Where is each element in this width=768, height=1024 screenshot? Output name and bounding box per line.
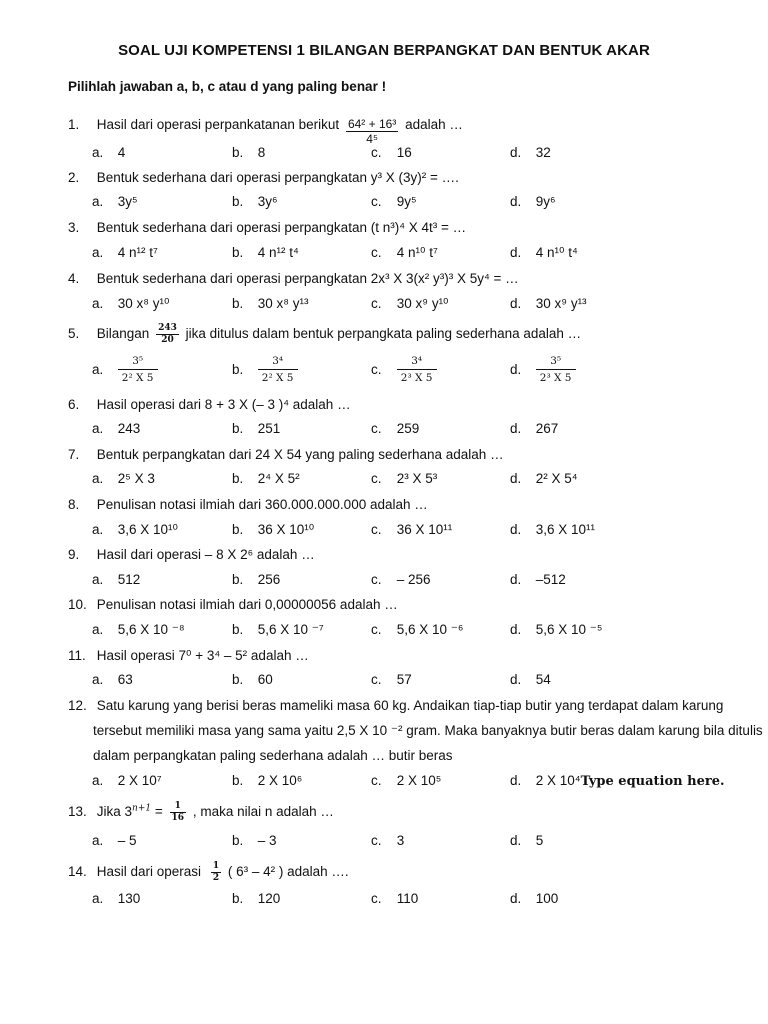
options-4 xyxy=(0,296,768,314)
options-14 xyxy=(0,891,768,909)
option-d[interactable]: d. 30 x⁹ y¹³ xyxy=(510,296,587,311)
option-b[interactable]: b. 36 X 10¹⁰ xyxy=(232,522,315,537)
option-c[interactable]: c. 2³ X 5³ xyxy=(371,471,438,486)
fraction-denominator: 20 xyxy=(161,335,174,345)
question-12 xyxy=(68,698,738,714)
option-a[interactable]: a. 4 n¹² t⁷ xyxy=(92,245,158,260)
equation-placeholder[interactable]: Type equation here. xyxy=(580,774,725,789)
option-d[interactable]: d. 2 X 10⁴Type equation here. xyxy=(510,773,725,789)
option-b[interactable]: b. 120 xyxy=(232,891,281,906)
equals-sign: = xyxy=(154,804,163,820)
option-c[interactable]: c. 110 xyxy=(371,891,419,906)
option-d[interactable]: d. 267 xyxy=(510,421,559,436)
question-text: Penulisan notasi ilmiah dari 0,00000056 adalah … xyxy=(96,597,398,612)
option-a[interactable]: a. 130 xyxy=(92,891,141,906)
option-b[interactable]: b. 8 xyxy=(232,145,266,160)
question-text: Bentuk sederhana dari operasi perpangkatan y³ X (3y)² = …. xyxy=(96,170,459,185)
question-text-line-1: Satu karung yang berisi beras mameliki masa 60 kg. Andaikan tiap-tiap butir yang terdapat dalam karung xyxy=(96,698,724,713)
option-denominator: 2² X 5 xyxy=(261,372,294,384)
option-b[interactable]: b. – 3 xyxy=(232,833,277,848)
exponent: n+1 xyxy=(132,803,152,814)
option-d[interactable]: d. 5 xyxy=(510,833,544,848)
options-9 xyxy=(0,572,768,590)
option-d[interactable]: d. 32 xyxy=(510,145,551,160)
options-11 xyxy=(0,672,768,690)
option-b[interactable]: b. 5,6 X 10 ⁻⁷ xyxy=(232,622,324,637)
question-text-end: jika ditulus dalam bentuk perpangkata paling sederhana adalah … xyxy=(185,326,582,342)
option-numerator: 3⁴ xyxy=(397,355,437,370)
question-6 xyxy=(68,397,738,413)
option-d[interactable]: d. 2² X 5⁴ xyxy=(510,471,578,486)
option-c[interactable]: c. 30 x⁹ y¹⁰ xyxy=(371,296,449,311)
option-a[interactable]: a. 63 xyxy=(92,672,133,687)
fraction-denominator: 4⁵ xyxy=(366,132,378,146)
options-2 xyxy=(0,194,768,212)
question-number: 14. xyxy=(68,864,87,880)
question-number: 12. xyxy=(68,698,87,713)
option-b[interactable]: b. 251 xyxy=(232,421,281,436)
option-a[interactable]: a. 243 xyxy=(92,421,141,436)
question-5 xyxy=(68,324,738,345)
question-text: Bentuk sederhana dari operasi perpangkatan 2x³ X 3(x² y³)³ X 5y⁴ = … xyxy=(96,271,519,286)
option-a[interactable]: a. 2⁵ X 3 xyxy=(92,471,155,486)
option-d[interactable]: d. 9y⁶ xyxy=(510,194,556,209)
question-text-end: ( 6³ – 4² ) adalah …. xyxy=(227,864,349,880)
question-number: 10. xyxy=(68,597,87,612)
question-number: 7. xyxy=(68,447,80,462)
option-b[interactable]: b. 2 X 10⁶ xyxy=(232,773,303,788)
option-d[interactable]: d. 3,6 X 10¹¹ xyxy=(510,522,596,537)
option-a[interactable]: a. $\frac{\text{3⁵}}{\text{2² X 5}}$ xyxy=(92,355,158,384)
question-14 xyxy=(68,862,738,883)
fraction-denominator: 16 xyxy=(171,813,185,823)
options-12 xyxy=(0,773,768,791)
option-c[interactable]: c. 2 X 10⁵ xyxy=(371,773,442,788)
question-number: 6. xyxy=(68,397,80,412)
fraction xyxy=(170,802,187,823)
option-c[interactable]: c. 5,6 X 10 ⁻⁶ xyxy=(371,622,464,637)
options-7 xyxy=(0,471,768,489)
question-number: 9. xyxy=(68,547,80,562)
option-c[interactable]: c. 4 n¹⁰ t⁷ xyxy=(371,245,438,260)
question-3 xyxy=(68,220,738,236)
option-b[interactable]: b. 3y⁶ xyxy=(232,194,278,209)
question-number: 8. xyxy=(68,497,80,512)
options-5 xyxy=(0,355,768,389)
question-text: Bilangan xyxy=(96,326,150,342)
option-b[interactable]: b. 60 xyxy=(232,672,273,687)
question-text: Hasil dari operasi – 8 X 2⁶ adalah … xyxy=(96,547,315,562)
fraction-numerator: 64² + 16³ xyxy=(347,117,397,131)
instruction-text: Pilihlah jawaban a, b, c atau d yang paling benar ! xyxy=(68,79,387,94)
fraction xyxy=(346,118,398,145)
options-3 xyxy=(0,245,768,263)
option-a[interactable]: a. 512 xyxy=(92,572,141,587)
question-text: Bentuk perpangkatan dari 24 X 54 yang paling sederhana adalah … xyxy=(96,447,504,462)
option-d[interactable]: d. 5,6 X 10 ⁻⁵ xyxy=(510,622,603,637)
option-a[interactable]: a. 30 x⁸ y¹⁰ xyxy=(92,296,170,311)
fraction-numerator: 1 xyxy=(212,861,220,871)
question-text: Jika 3 xyxy=(96,804,133,820)
question-number: 1. xyxy=(68,117,80,133)
option-b[interactable]: b. 256 xyxy=(232,572,281,587)
option-numerator: 3⁵ xyxy=(118,355,158,370)
option-a[interactable]: a. 3y⁵ xyxy=(92,194,138,209)
fraction-denominator: 2 xyxy=(212,873,220,883)
option-c[interactable]: c. 259 xyxy=(371,421,420,436)
page-title: SOAL UJI KOMPETENSI 1 BILANGAN BERPANGKAT DAN BENTUK AKAR xyxy=(118,42,650,59)
option-d[interactable]: d. 4 n¹⁰ t⁴ xyxy=(510,245,578,260)
option-d[interactable]: d. –512 xyxy=(510,572,566,587)
option-numerator: 3⁵ xyxy=(536,355,576,370)
question-4 xyxy=(68,271,738,287)
option-d[interactable]: d. 100 xyxy=(510,891,559,906)
option-c[interactable]: c. 57 xyxy=(371,672,412,687)
fraction xyxy=(156,324,179,345)
fraction xyxy=(211,862,221,883)
question-1 xyxy=(68,112,738,146)
question-12-line-3: dalam perpangkatan paling sederhana adalah … butir beras xyxy=(93,748,453,763)
question-number: 4. xyxy=(68,271,80,286)
option-denominator: 2² X 5 xyxy=(121,372,154,384)
option-d[interactable]: d. 54 xyxy=(510,672,551,687)
option-b[interactable]: b. 4 n¹² t⁴ xyxy=(232,245,299,260)
question-2 xyxy=(68,170,738,186)
question-text-end: , maka nilai n adalah … xyxy=(192,804,334,820)
fraction-numerator: 1 xyxy=(170,802,187,813)
option-numerator: 3⁴ xyxy=(258,355,298,370)
option-b[interactable]: b. 30 x⁸ y¹³ xyxy=(232,296,309,311)
option-c[interactable]: c. 3 xyxy=(371,833,405,848)
question-text: Hasil operasi dari 8 + 3 X (– 3 )⁴ adalah … xyxy=(96,397,351,412)
option-c[interactable]: c. $\frac{\text{3⁴}}{\text{2³ X 5}}$ xyxy=(371,355,437,384)
option-a[interactable]: a. 4 xyxy=(92,145,126,160)
question-number: 5. xyxy=(68,326,80,342)
option-c[interactable]: c. 16 xyxy=(371,145,412,160)
question-number: 11. xyxy=(68,648,86,663)
question-text: Hasil dari operasi perpankatanan berikut xyxy=(96,117,340,133)
question-8 xyxy=(68,497,738,513)
question-text-end: adalah … xyxy=(405,117,463,133)
question-text: Hasil dari operasi xyxy=(96,864,202,880)
options-13 xyxy=(0,833,768,851)
question-text: Bentuk sederhana dari operasi perpangkatan (t n³)⁴ X 4t³ = … xyxy=(96,220,467,235)
question-11 xyxy=(68,648,738,664)
option-c[interactable]: c. – 256 xyxy=(371,572,431,587)
question-number: 13. xyxy=(68,804,87,820)
question-number: 2. xyxy=(68,170,80,185)
options-10 xyxy=(0,622,768,640)
question-9 xyxy=(68,547,738,563)
options-6 xyxy=(0,421,768,439)
option-denominator: 2³ X 5 xyxy=(539,372,572,384)
option-a[interactable]: a. 3,6 X 10¹⁰ xyxy=(92,522,178,537)
option-b[interactable]: b. $\frac{\text{3⁴}}{\text{2² X 5}}$ xyxy=(232,355,298,384)
options-1 xyxy=(0,145,768,163)
option-c[interactable]: c. 36 X 10¹¹ xyxy=(371,522,453,537)
question-7 xyxy=(68,447,738,463)
option-b[interactable]: b. 2⁴ X 5² xyxy=(232,471,300,486)
options-8 xyxy=(0,522,768,540)
option-a[interactable]: a. – 5 xyxy=(92,833,137,848)
option-a[interactable]: a. 5,6 X 10 ⁻⁸ xyxy=(92,622,185,637)
question-text: Hasil operasi 7⁰ + 3⁴ – 5² adalah … xyxy=(96,648,309,663)
fraction-numerator: 243 xyxy=(158,323,177,333)
option-c[interactable]: c. 9y⁵ xyxy=(371,194,417,209)
question-number: 3. xyxy=(68,220,80,235)
option-denominator: 2³ X 5 xyxy=(400,372,433,384)
question-text: Penulisan notasi ilmiah dari 360.000.000.000 adalah … xyxy=(96,497,428,512)
option-d[interactable]: d. $\frac{\text{3⁵}}{\text{2³ X 5}}$ xyxy=(510,355,576,384)
question-12-line-2: tersebut memiliki masa yang sama yaitu 2,5 X 10 ⁻² gram. Maka banyaknya butir beras dalam karung bila ditulis xyxy=(93,723,763,738)
question-13 xyxy=(68,802,738,823)
option-a[interactable]: a. 2 X 10⁷ xyxy=(92,773,162,788)
question-10 xyxy=(68,597,738,613)
